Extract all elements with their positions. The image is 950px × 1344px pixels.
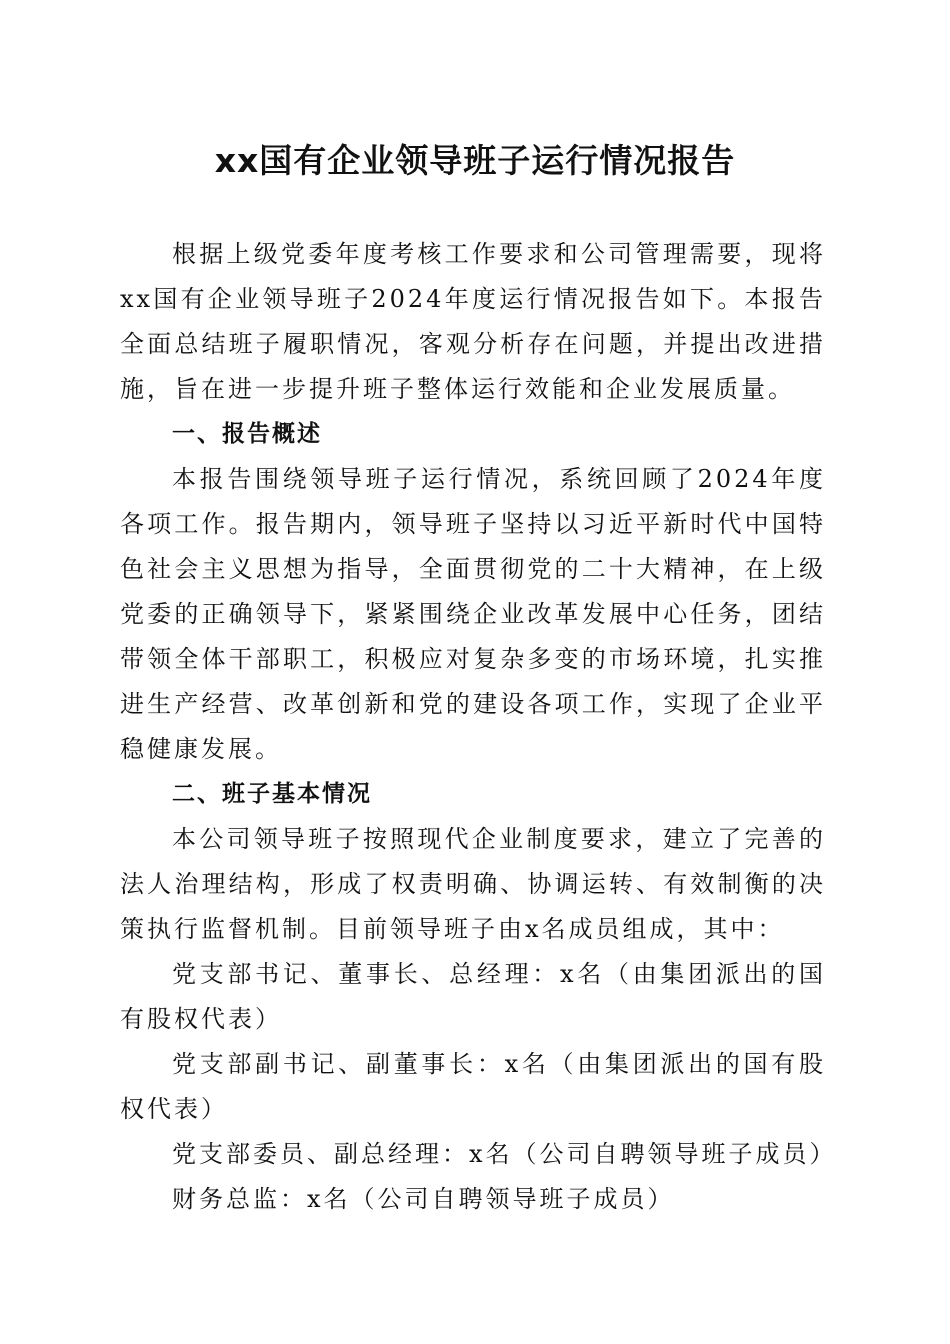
intro-paragraph: 根据上级党委年度考核工作要求和公司管理需要，现将xx国有企业领导班子2024年度运行情况报告如下。本报告全面总结班子履职情况，客观分析存在问题，并提出改进措施，旨在进一步提升班子整体运行效能和企业发展质量。 <box>120 240 826 403</box>
section-heading-team-basics: 二、班子基本情况 <box>172 781 372 807</box>
member-line-secretary: 党支部书记、董事长、总经理：x名（由集团派出的国有股权代表） <box>120 960 826 1033</box>
member-line-finance-director: 财务总监：x名（公司自聘领导班子成员） <box>172 1185 675 1213</box>
member-line-deputy-secretary: 党支部副书记、副董事长：x名（由集团派出的国有股权代表） <box>120 1050 826 1123</box>
document-body <box>120 232 837 1222</box>
section-heading-overview: 一、报告概述 <box>172 421 322 447</box>
team-basics-paragraph: 本公司领导班子按照现代企业制度要求，建立了完善的法人治理结构，形成了权责明确、协调运转、有效制衡的决策执行监督机制。目前领导班子由x名成员组成，其中： <box>120 825 826 943</box>
document-title: xx国有企业领导班子运行情况报告 <box>214 141 736 180</box>
overview-paragraph: 本报告围绕领导班子运行情况，系统回顾了2024年度各项工作。报告期内，领导班子坚持以习近平新时代中国特色社会主义思想为指导，全面贯彻党的二十大精神，在上级党委的正确领导下，紧紧围绕企业改革发展中心任务，团结带领全体干部职工，积极应对复杂多变的市场环境，扎实推进生产经营、改革创新和党的建设各项工作，实现了企业平稳健康发展。 <box>120 465 826 763</box>
member-line-committee-member: 党支部委员、副总经理：x名（公司自聘领导班子成员） <box>172 1140 837 1168</box>
